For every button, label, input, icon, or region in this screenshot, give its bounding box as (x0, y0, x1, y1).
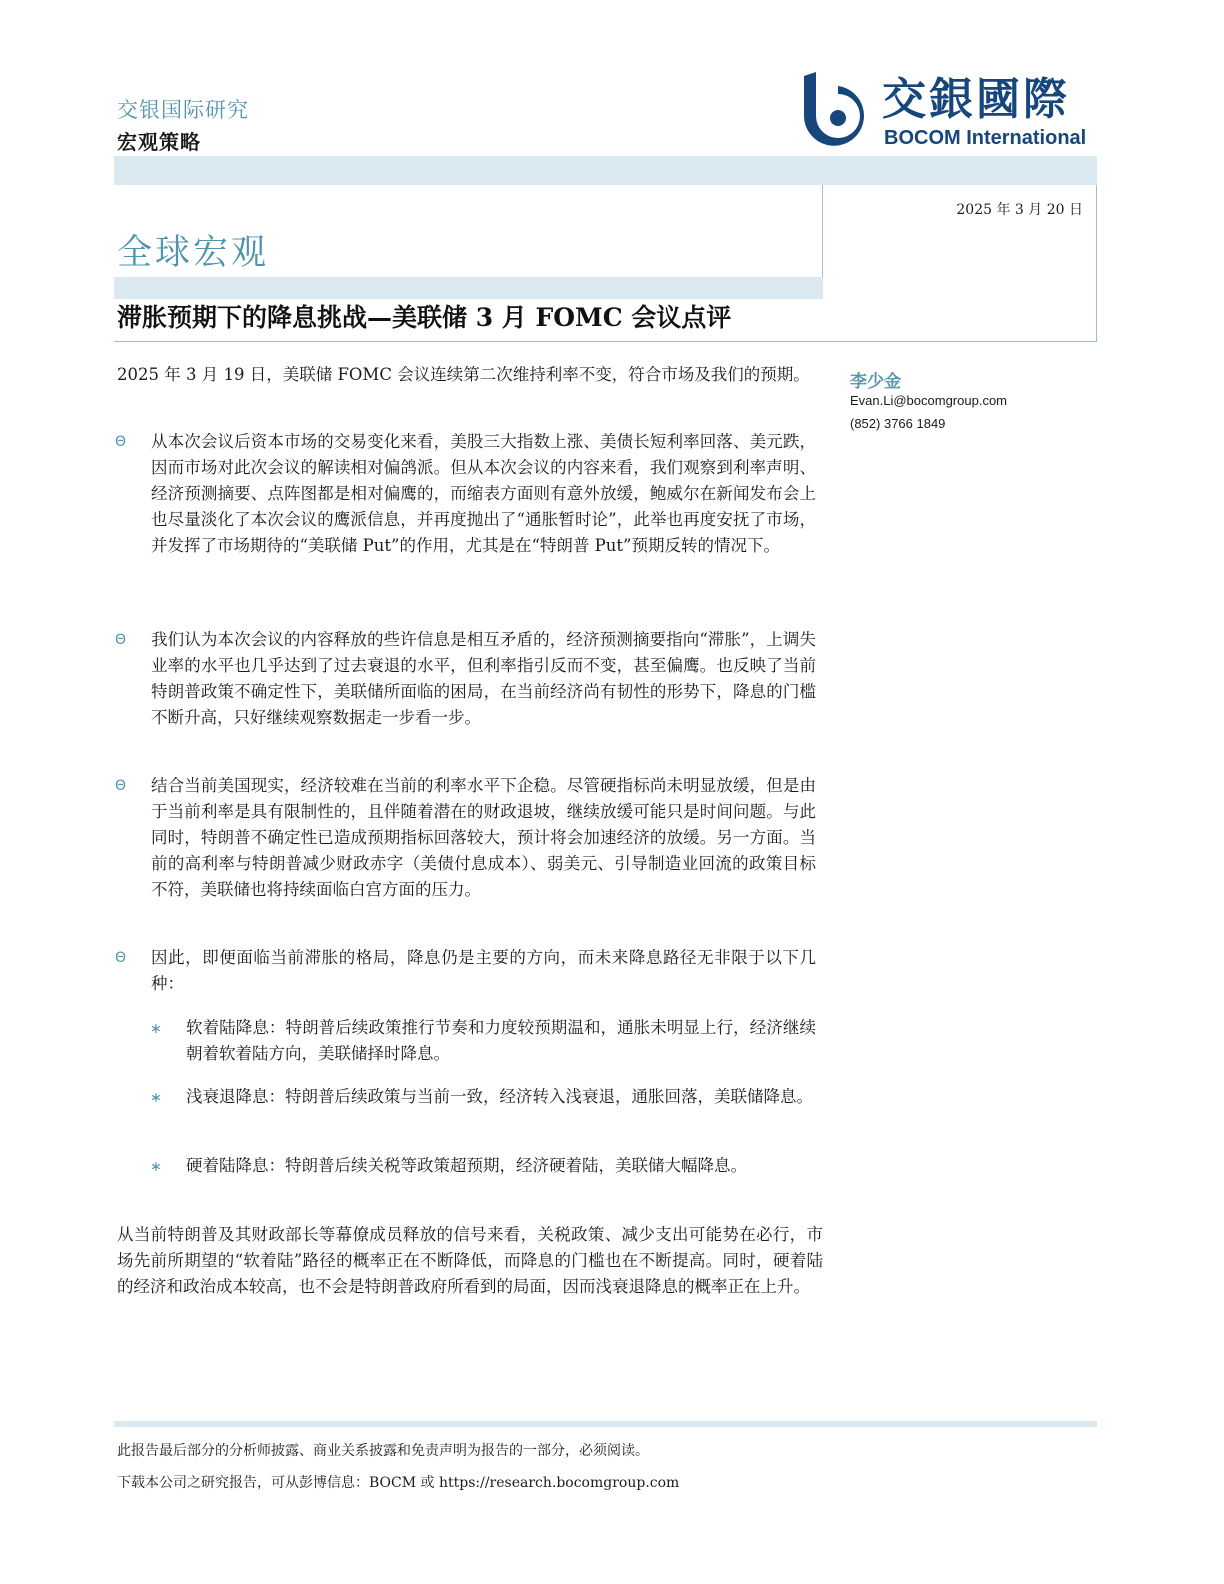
section-title: 全球宏观 (117, 233, 270, 273)
footer-disclaimer: 此报告最后部分的分析师披露、商业关系披露和免责声明为报告的一部分，必须阅读。 (117, 1443, 649, 1459)
list-item: 从本次会议后资本市场的交易变化来看，美股三大指数上涨、美债长短利率回落、美元跌，因而市场对此次会议的解读相对偏鸽派。但从本次会议的内容来看，我们观察到利率声明、经济预测摘要、点阵图都是相对偏鹰的，而缩表方面则有意外放缓，鲍威尔在新闻发布会上也尽量淡化了本次会议的鹰派信息，并再度抛出了“通胀暂时论”，此举也再度安抚了市场，并发挥了市场期待的“美联储 Put”的作用，尤其是在“特朗普 Put”预期反转的情况下。 (151, 432, 816, 555)
report-category: 宏观策略 (117, 130, 201, 154)
bullet-icon: Θ (115, 950, 127, 966)
sub-list-item: 硬着陆降息：特朗普后续关税等政策超预期，经济硬着陆，美联储大幅降息。 (186, 1156, 747, 1175)
frame-divider (822, 185, 823, 277)
list-item: 结合当前美国现实，经济较难在当前的利率水平下企稳。尽管硬指标尚未明显放缓，但是由于当前利率是具有限制性的，且伴随着潜在的财政退坡，继续放缓可能只是时间问题。与此同时，特朗普不确定性已造成预期指标回落较大，预计将会加速经济的放缓。另一方面。当前的高利率与特朗普减少财政赤字（美债付息成本）、弱美元、引导制造业回流的政策目标不符，美联储也将持续面临白宫方面的压力。 (151, 776, 816, 899)
footer-download-link[interactable]: 下载本公司之研究报告，可从彭博信息：BOCM 或 https://research.bocomgroup.com (117, 1475, 680, 1491)
logo-english-text: BOCOM International (884, 127, 1087, 149)
sub-bullet-icon: ∗ (150, 1159, 162, 1175)
author-email[interactable]: Evan.Li@bocomgroup.com (850, 393, 1007, 408)
brand-line: 交银国际研究 (117, 98, 249, 122)
author-name: 李少金 (850, 372, 901, 392)
conclusion-paragraph: 从当前特朗普及其财政部长等幕僚成员释放的信号来看，关税政策、减少支出可能势在必行，市场先前所期望的“软着陆”路径的概率正在不断降低，而降息的门槛也在不断提高。同时，硬着陆的经济和政治成本较高，也不会是特朗普政府所看到的局面，因而浅衰退降息的概率正在上升。 (117, 1225, 823, 1296)
bullet-icon: Θ (115, 434, 127, 450)
list-item: 因此，即便面临当前滞胀的格局，降息仍是主要的方向，而未来降息路径无非限于以下几种： (151, 948, 816, 993)
bullet-icon: Θ (115, 632, 127, 648)
bullet-icon: Θ (115, 778, 127, 794)
frame-divider (114, 341, 1097, 342)
author-phone: (852) 3766 1849 (850, 416, 946, 431)
sub-list-item: 软着陆降息：特朗普后续政策推行节奏和力度较预期温和，通胀未明显上行，经济继续朝着软着陆方向，美联储择时降息。 (186, 1018, 816, 1063)
intro-paragraph: 2025 年 3 月 19 日，美联储 FOMC 会议连续第二次维持利率不变，符合市场及我们的预期。 (117, 365, 810, 384)
title-band (114, 277, 823, 299)
logo-chinese-text: 交銀國際 (882, 74, 1070, 125)
report-title: 滞胀预期下的降息挑战—美联储 3 月 FOMC 会议点评 (117, 303, 732, 332)
footer-band (114, 1421, 1097, 1427)
sub-bullet-icon: ∗ (150, 1021, 162, 1037)
frame-divider (1096, 185, 1097, 342)
report-date: 2025 年 3 月 20 日 (956, 202, 1083, 218)
sub-bullet-icon: ∗ (150, 1090, 162, 1106)
list-item: 我们认为本次会议的内容释放的些许信息是相互矛盾的，经济预测摘要指向“滞胀”，上调失业率的水平也几乎达到了过去衰退的水平，但利率指引反而不变，甚至偏鹰。也反映了当前特朗普政策不确定性下，美联储所面临的困局，在当前经济尚有韧性的形势下，降息的门槛不断升高，只好继续观察数据走一步看一步。 (151, 630, 816, 727)
header-band (114, 156, 1097, 185)
sub-list-item: 浅衰退降息：特朗普后续政策与当前一致，经济转入浅衰退，通胀回落，美联储降息。 (186, 1087, 813, 1106)
